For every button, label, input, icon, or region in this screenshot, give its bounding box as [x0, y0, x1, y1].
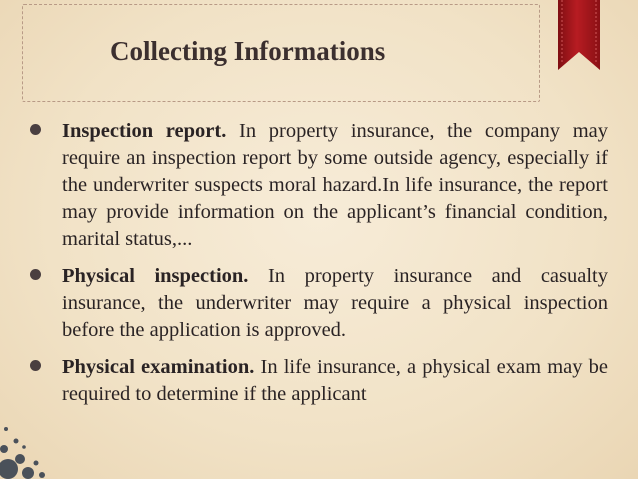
ink-splatter-decoration — [0, 389, 80, 479]
slide-title: Collecting Informations — [110, 36, 386, 66]
item-text: In property insurance, the company may require an inspection report by some outside agency, especially if the underwriter suspects moral hazard.In life insurance, the report may provide information on the applicant’s financial condition, marital status,... — [62, 120, 608, 250]
item-term: Inspection report. — [62, 120, 227, 142]
item-term: Physical inspection. — [62, 265, 249, 287]
list-item — [26, 354, 608, 408]
bullet-icon — [30, 269, 41, 280]
bookmark-ribbon-icon — [556, 0, 602, 74]
item-term: Physical examination. — [62, 356, 255, 378]
bullet-icon — [30, 360, 41, 371]
list-item — [26, 118, 608, 253]
item-text: In property insurance and casualty insurance, the underwriter may require a physical inspection before the application is approved. — [62, 265, 608, 341]
bullet-list — [26, 118, 608, 418]
bullet-icon — [30, 124, 41, 135]
item-text: In life insurance, a physical exam may be required to determine if the applicant — [62, 356, 608, 405]
list-item — [26, 263, 608, 344]
